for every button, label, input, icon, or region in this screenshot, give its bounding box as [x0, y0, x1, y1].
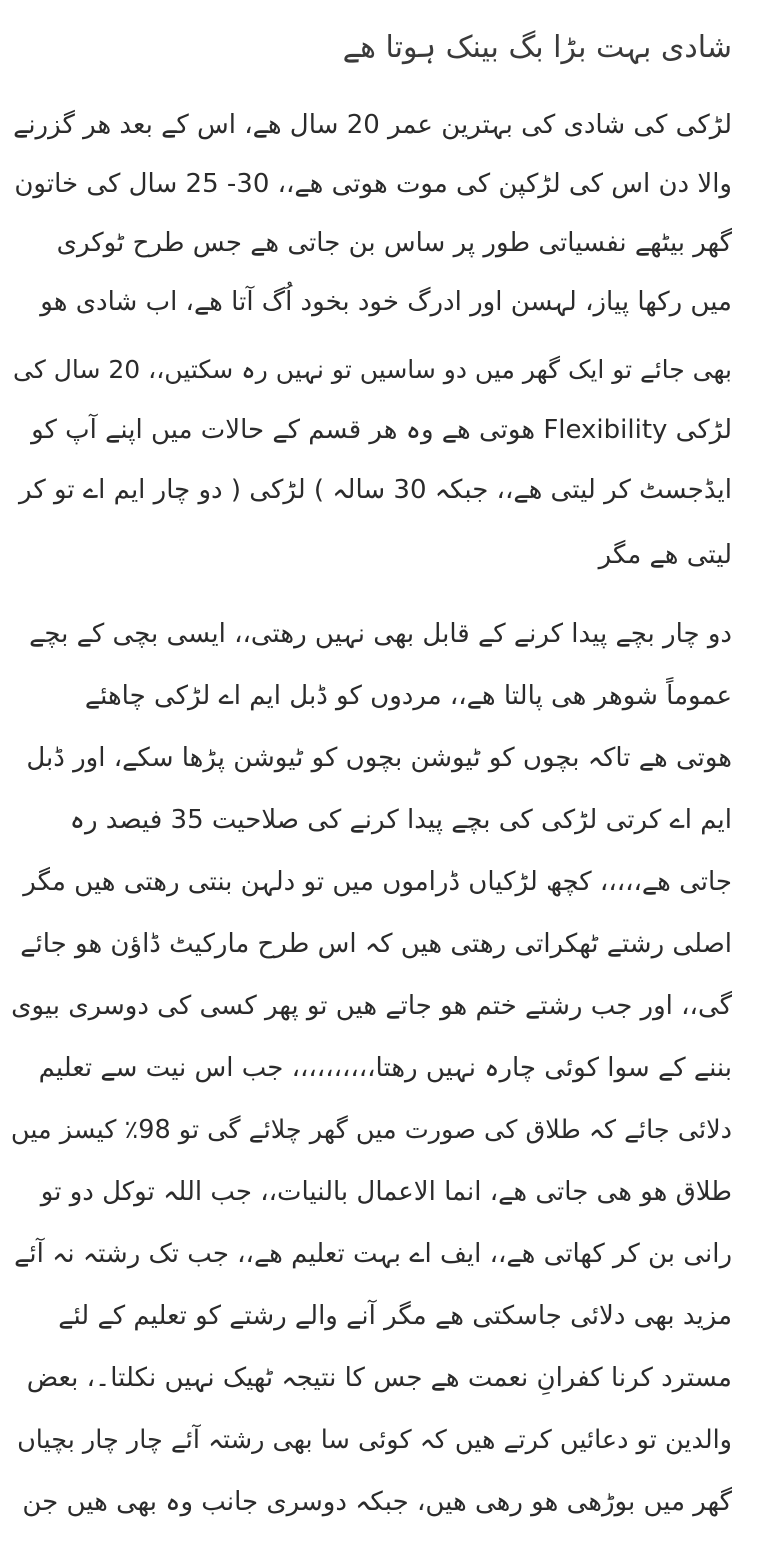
paragraph-2-line: مزید بھی دلائی جاسکتی ھے مگر آنے والے رشتے کو تعلیم کے لئے [58, 1301, 732, 1331]
paragraph-1-line: لڑکی Flexibility ھوتی ھے وہ ھر قسم کے حالات میں اپنے آپ کو [31, 415, 732, 445]
paragraph-1-line: لڑکی کی شادی کی بہترین عمر 20 سال ھے، اس کے بعد ھر گزرنے [13, 110, 732, 140]
paragraph-2-line: مسترد کرنا کفرانِ نعمت ھے جس کا نتیجہ ٹھیک نہیں نکلتا۔، بعض [26, 1363, 732, 1393]
paragraph-1-line: میں رکھا پیاز، لہسن اور ادرگ خود بخود اُگ آتا ھے، اب شادی ھو [40, 287, 732, 317]
paragraph-2-line: اصلی رشتے ٹھکراتی رھتی ھیں کہ اس طرح مارکیٹ ڈاؤن ھو جائے [20, 929, 732, 959]
paragraph-2-line: گھر میں بوڑھی ھو رھی ھیں، جبکہ دوسری جانب وہ بھی ھیں جن [22, 1487, 732, 1517]
paragraph-1-line: گھر بیٹھے نفسیاتی طور پر ساس بن جاتی ھے جس طرح ٹوکری [56, 228, 732, 258]
paragraph-2-line: عموماً شوھر ھی پالتا ھے،، مردوں کو ڈبل ایم اے لڑکی چاھئے [84, 681, 732, 711]
paragraph-1-line: لیتی ھے مگر [598, 540, 732, 570]
paragraph-1-line: والا دن اس کی لڑکپن کی موت ھوتی ھے،، 30- 25 سال کی خاتون [14, 169, 732, 199]
paragraph-2-line: والدین تو دعائیں کرتے ھیں کہ کوئی سا بھی رشتہ آئے چار چار بچیاں [17, 1425, 732, 1455]
paragraph-2-line: بننے کے سوا کوئی چارہ نہیں رھتا،،،،،،،،،، جب اس نیت سے تعلیم [38, 1053, 732, 1083]
paragraph-2-line: ایم اے کرتی لڑکی کی بچے پیدا کرنے کی صلاحیت 35 فیصد رہ [69, 805, 732, 835]
paragraph-2-line: دلائی جائے کہ طلاق کی صورت میں گھر چلائے گی تو 98٪ کیسز میں [10, 1115, 732, 1145]
paragraph-2-line: جاتی ھے،،،،، کچھ لڑکیاں ڈراموں میں تو دلہن بنتی رھتی ھیں مگر [23, 867, 732, 897]
paragraph-2-line: طلاق ھو ھی جاتی ھے، انما الاعمال بالنیات،، جب اللہ توکل دو تو [40, 1177, 732, 1207]
paragraph-1-line: ایڈجسٹ کر لیتی ھے،، جبکہ 30 سالہ ) لڑکی ( دو چار ایم اے تو کر [19, 475, 732, 505]
paragraph-2-line: رانی بن کر کھاتی ھے،، ایف اے بہت تعلیم ھے،، جب تک رشتہ نہ آئے [14, 1239, 732, 1269]
paragraph-1-line: بھی جائے تو ایک گھر میں دو ساسیں تو نہیں رہ سکتیں،، 20 سال کی [13, 355, 732, 384]
paragraph-2-line: دو چار بچے پیدا کرنے کے قابل بھی نہیں رھتی،، ایسی بچی کے بچے [29, 619, 732, 649]
paragraph-2-line: ھوتی ھے تاکہ بچوں کو ٹیوشن بچوں کو ٹیوشن پڑھا سکے، اور ڈبل [26, 743, 732, 773]
paragraph-2-line: گی،، اور جب رشتے ختم ھو جاتے ھیں تو پھر کسی کی دوسری بیوی [11, 991, 732, 1021]
article-title: شادی بہت بڑا بگ بینک ہوتا ھے [342, 30, 732, 65]
